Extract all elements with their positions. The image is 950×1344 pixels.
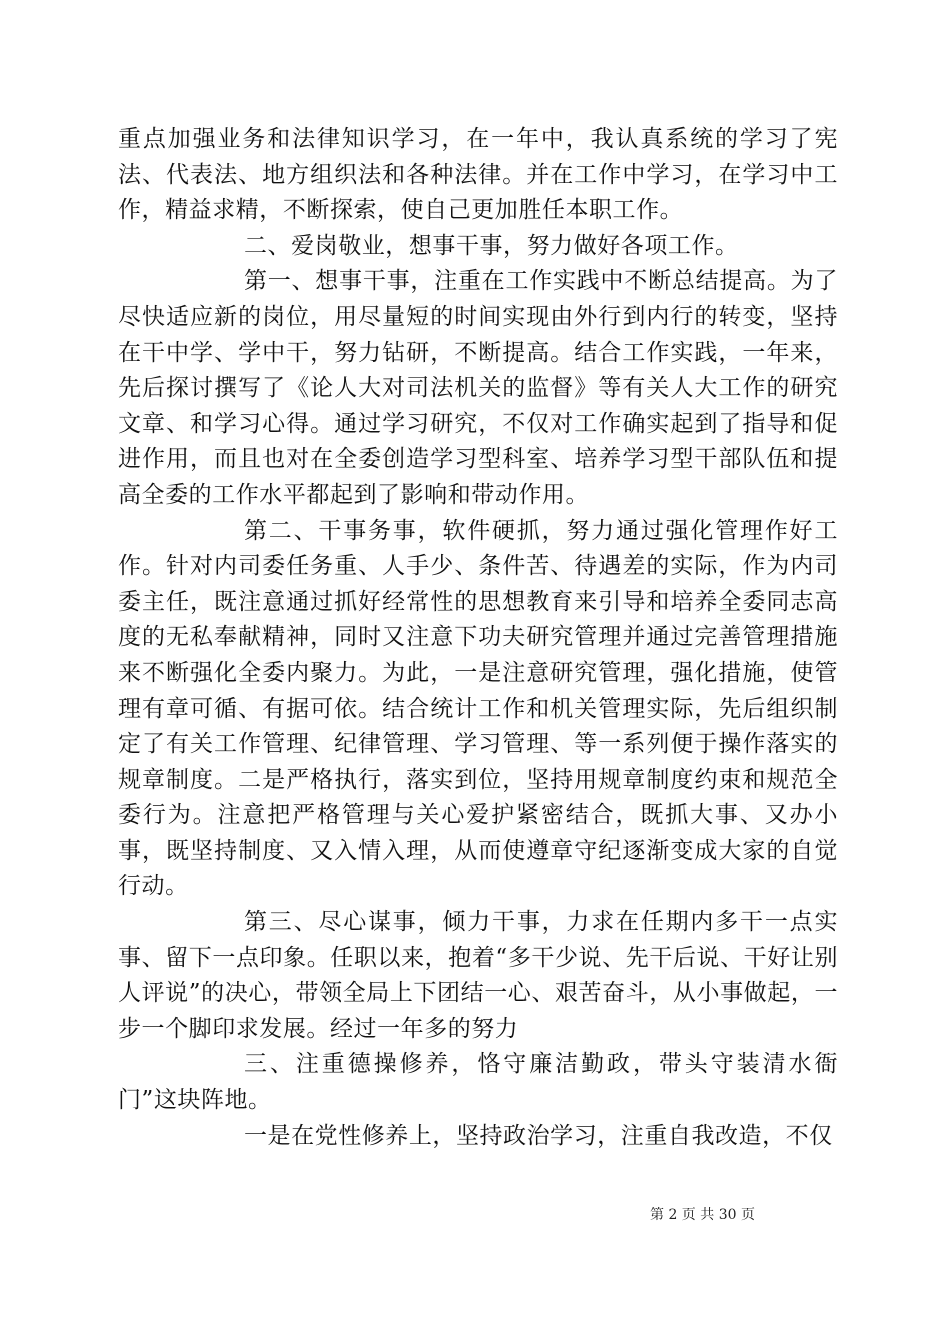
paragraph-6: 三、注重德操修养，恪守廉洁勤政，带头守装清水衙门”这块阵地。	[118, 1051, 838, 1114]
paragraph-3: 第一、想事干事，注重在工作实践中不断总结提高。为了尽快适应新的岗位，用尽量短的时间实现由外行到内行的转变，坚持在干中学、学中干，努力钻研，不断提高。结合工作实践，一年来，先后探讨撰写了《论人大对司法机关的监督》等有关人大工作的研究文章、和学习心得。通过学习研究，不仅对工作确实起到了指导和促进作用，而且也对在全委创造学习型科室、培养学习型干部队伍和提高全委的工作水平都起到了影响和带动作用。	[118, 268, 838, 508]
paragraph-1: 重点加强业务和法律知识学习，在一年中，我认真系统的学习了宪法、代表法、地方组织法和各种法律。并在工作中学习，在学习中工作，精益求精，不断探索，使自己更加胜任本职工作。	[118, 126, 838, 224]
body-text	[118, 122, 838, 1154]
paragraph-5: 第三、尽心谋事，倾力干事，力求在任期内多干一点实事、留下一点印象。任职以来，抱着“多干少说、先干后说、干好让别人评说”的决心，带领全局上下团结一心、艰苦奋斗，从小事做起，一步一个脚印求发展。经过一年多的努力	[118, 909, 838, 1042]
paragraph-7: 一是在党性修养上，坚持政治学习，注重自我改造，不仅	[244, 1122, 833, 1149]
page-number-footer: 第 2 页 共 30 页	[650, 1207, 755, 1223]
paragraph-2: 二、爱岗敬业，想事干事，努力做好各项工作。	[244, 232, 739, 259]
paragraph-4: 第二、干事务事，软件硬抓，努力通过强化管理作好工作。针对内司委任务重、人手少、条件苦、待遇差的实际，作为内司委主任，既注意通过抓好经常性的思想教育来引导和培养全委同志高度的无私奉献精神，同时又注意下功夫研究管理并通过完善管理措施来不断强化全委内聚力。为此，一是注意研究管理，强化措施，使管理有章可循、有据可依。结合统计工作和机关管理实际，先后组织制定了有关工作管理、纪律管理、学习管理、等一系列便于操作落实的规章制度。二是严格执行，落实到位，坚持用规章制度约束和规范全委行为。注意把严格管理与关心爱护紧密结合，既抓大事、又办小事，既坚持制度、又入情入理，从而使遵章守纪逐渐变成大家的自觉行动。	[118, 517, 838, 900]
